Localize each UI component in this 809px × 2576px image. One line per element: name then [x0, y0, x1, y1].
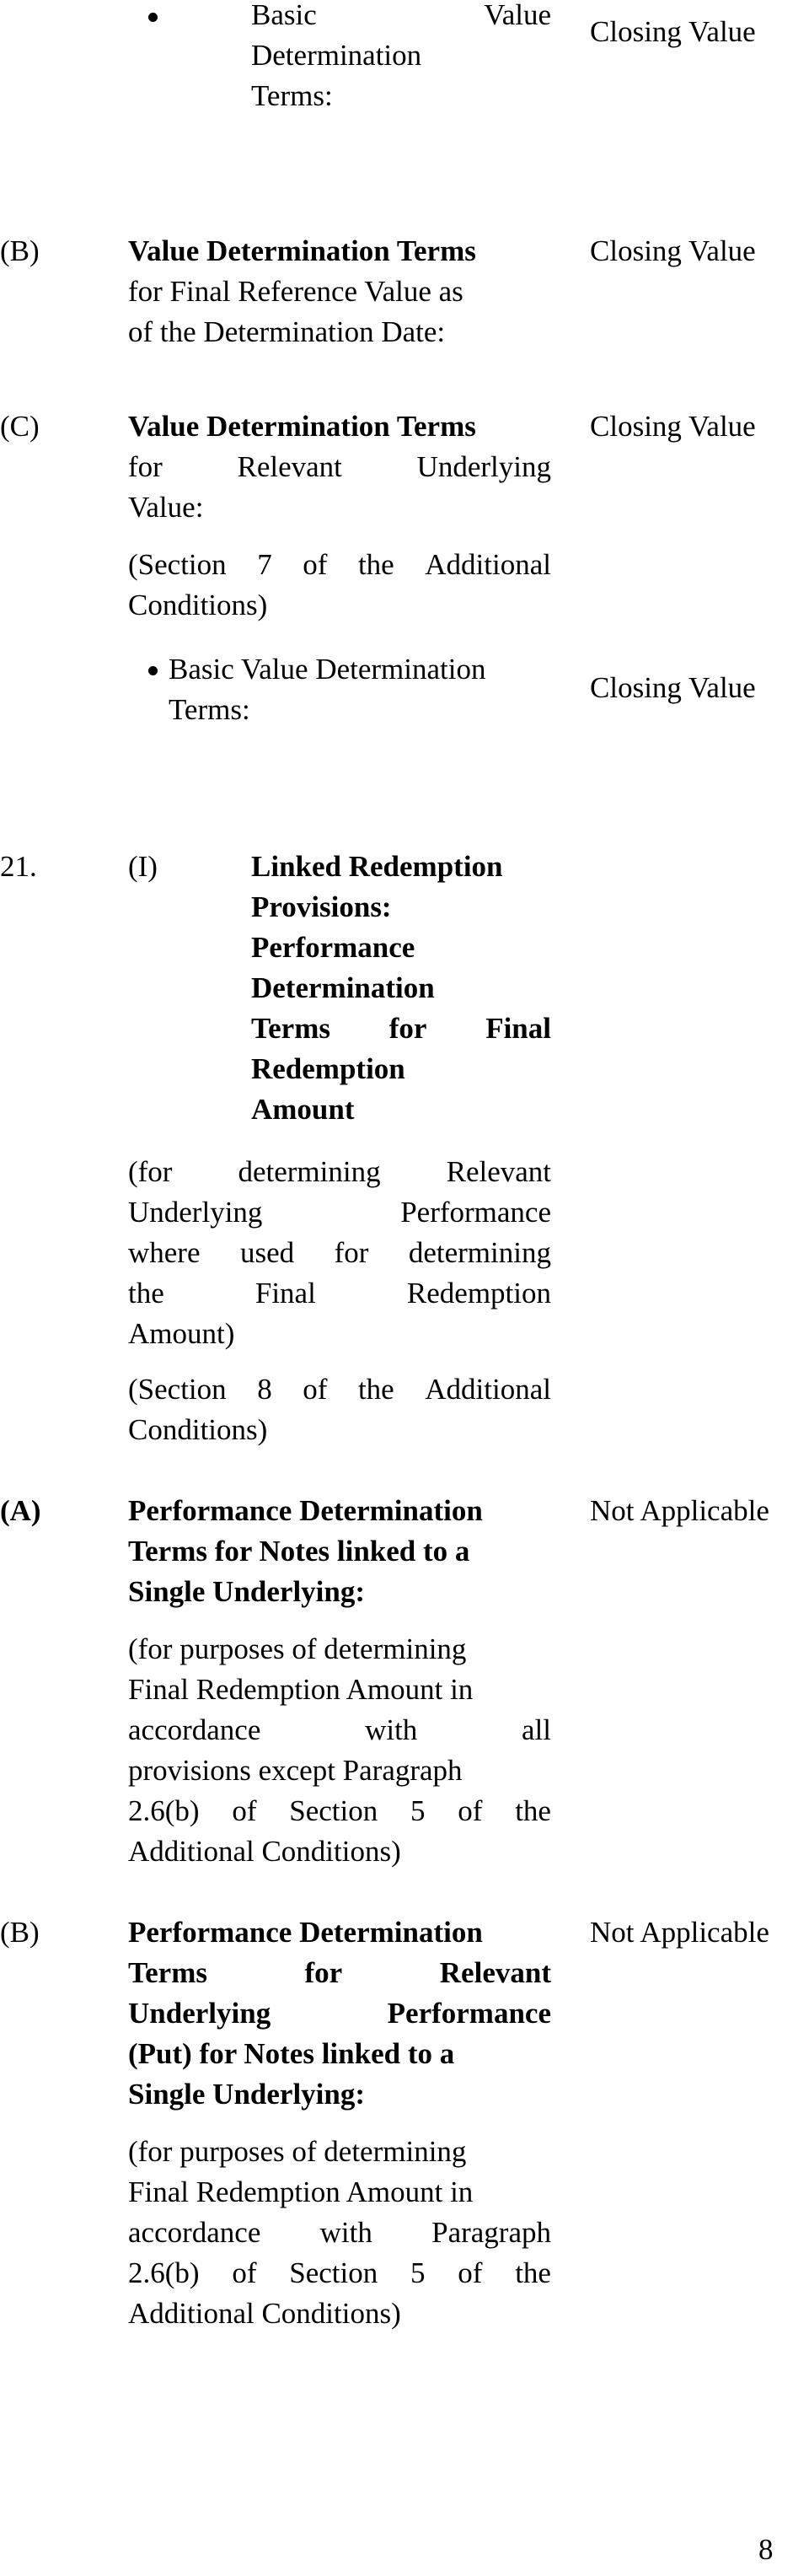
page-number: 8 [758, 2533, 774, 2566]
top-bullet-term: Basic Value Determination Terms: [251, 0, 551, 112]
item-b2-value: Not Applicable [590, 1916, 769, 1949]
top-bullet-value: Closing Value [590, 15, 756, 48]
item-b2-note: (for purposes of determining Final Redemption Amount in accordance with Paragraph 2.6(b) of Section 5 of the Additional Conditions) [128, 2135, 551, 2330]
item-a-label: (A) [0, 1494, 41, 1527]
item-b-heading: Value Determination Terms for Final Reference Value as of the Determination Date: [128, 231, 551, 272]
item-c-bullet-term: Basic Value Determination Terms: [169, 653, 486, 726]
item-c-value: Closing Value [590, 410, 756, 443]
item-b-line-3: of the Determination Date: [128, 315, 446, 348]
item-b2-label: (B) [0, 1916, 40, 1949]
bullet-icon [148, 666, 158, 675]
item-c-bullet-value: Closing Value [590, 671, 756, 704]
section-21-label: (I) [128, 850, 158, 883]
item-b2-heading: Performance Determination Terms for Relevant Underlying Performance (Put) for Notes linked to a Single Underlying: [128, 1916, 551, 2111]
item-a-value: Not Applicable [590, 1494, 769, 1527]
item-c-section-ref: (Section 7 of the Additional Conditions) [128, 548, 551, 621]
section-21-number: 21. [0, 850, 37, 883]
section-21-note: (for determining Relevant Underlying Performance where used for determining the Final Redemption Amount) [128, 1155, 551, 1350]
item-c-label: (C) [0, 410, 40, 443]
item-a-note: (for purposes of determining Final Redemption Amount in accordance with all provisions except Paragraph 2.6(b) of Section 5 of the Additional Conditions) [128, 1632, 551, 1868]
item-b-label: (B) [0, 234, 40, 267]
item-b-value: Closing Value [590, 234, 756, 267]
item-b-line-2: for Final Reference Value as [128, 275, 463, 308]
section-21-ref: (Section 8 of the Additional Conditions) [128, 1373, 551, 1446]
item-a-heading: Performance Determination Terms for Notes linked to a Single Underlying: [128, 1494, 483, 1608]
bullet-icon [148, 13, 158, 22]
section-21-heading: Linked Redemption Provisions: Performance Determination Terms for Final Redemption Amount [251, 850, 551, 1126]
item-c-heading: Value Determination Terms for Relevant Underlying Value: [128, 410, 551, 524]
